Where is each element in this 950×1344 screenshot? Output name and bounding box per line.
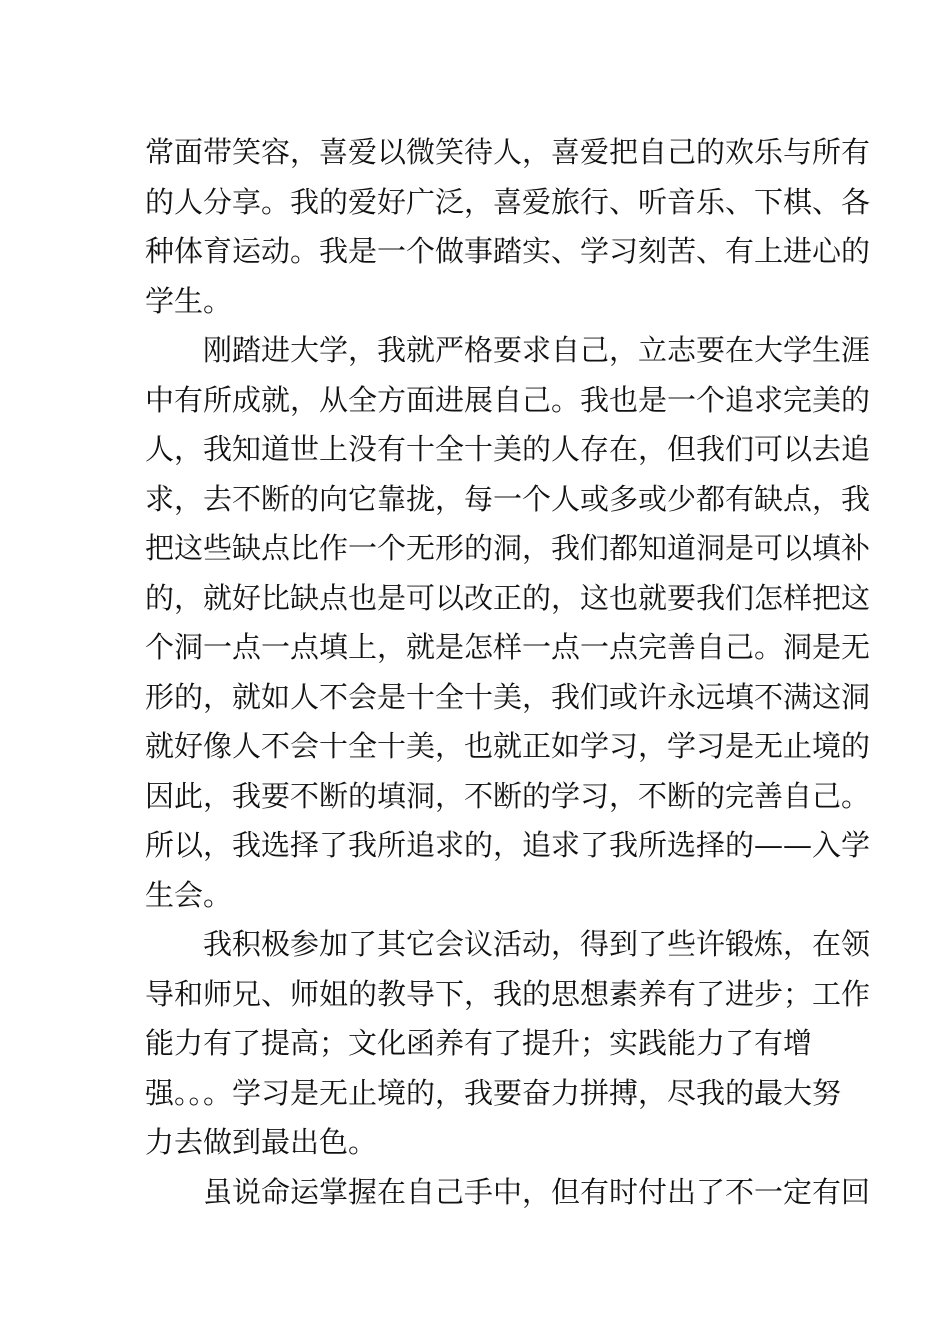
text-line: 学生。 — [145, 283, 233, 318]
text-line: 的，就好比缺点也是可以改正的，这也就要我们怎样把这 — [145, 580, 871, 615]
text-line: 把这些缺点比作一个无形的洞，我们都知道洞是可以填补 — [145, 531, 871, 565]
text-line: 常面带笑容，喜爱以微笑待人，喜爱把自己的欢乐与所有 — [145, 135, 871, 169]
paragraph-1 — [145, 128, 871, 326]
document-body — [145, 128, 871, 1217]
text-line: 种体育运动。我是一个做事踏实、学习刻苦、有上进心的 — [145, 234, 871, 268]
paragraph-2 — [145, 326, 871, 920]
text-line: 形的，就如人不会是十全十美，我们或许永远填不满这洞 — [145, 679, 871, 714]
text-line: 的人分享。我的爱好广泛，喜爱旅行、听音乐、下棋、各 — [145, 184, 871, 219]
text-line: 人，我知道世上没有十全十美的人存在，但我们可以去追 — [145, 432, 871, 466]
text-line: 我积极参加了其它会议活动，得到了些许锻炼，在领 — [203, 927, 871, 961]
paragraph-4 — [145, 1168, 871, 1218]
text-line: 虽说命运掌握在自己手中，但有时付出了不一定有回 — [203, 1174, 871, 1209]
text-line: 生会。 — [145, 877, 233, 912]
text-line: 个洞一点一点填上，就是怎样一点一点完善自己。洞是无 — [145, 630, 871, 664]
text-line: 就好像人不会十全十美，也就正如学习，学习是无止境的 — [145, 729, 871, 763]
text-line: 因此，我要不断的填洞，不断的学习，不断的完善自己。 — [145, 778, 871, 813]
text-line: 强。。。学习是无止境的，我要奋力拼搏，尽我的最大努 — [145, 1075, 842, 1110]
text-line: 能力有了提高；文化函养有了提升；实践能力了有增 — [145, 1026, 813, 1060]
text-line: 力去做到最出色。 — [145, 1125, 378, 1159]
text-line: 求，去不断的向它靠拢，每一个人或多或少都有缺点，我 — [145, 481, 871, 516]
text-line: 所以，我选择了我所追求的，追求了我所选择的——入学 — [145, 828, 871, 862]
text-line: 中有所成就，从全方面进展自己。我也是一个追求完美的 — [145, 382, 871, 417]
paragraph-3 — [145, 920, 871, 1168]
text-line: 刚踏进大学，我就严格要求自己，立志要在大学生涯 — [203, 333, 871, 367]
text-line: 导和师兄、师姐的教导下，我的思想素养有了进步；工作 — [145, 976, 871, 1011]
